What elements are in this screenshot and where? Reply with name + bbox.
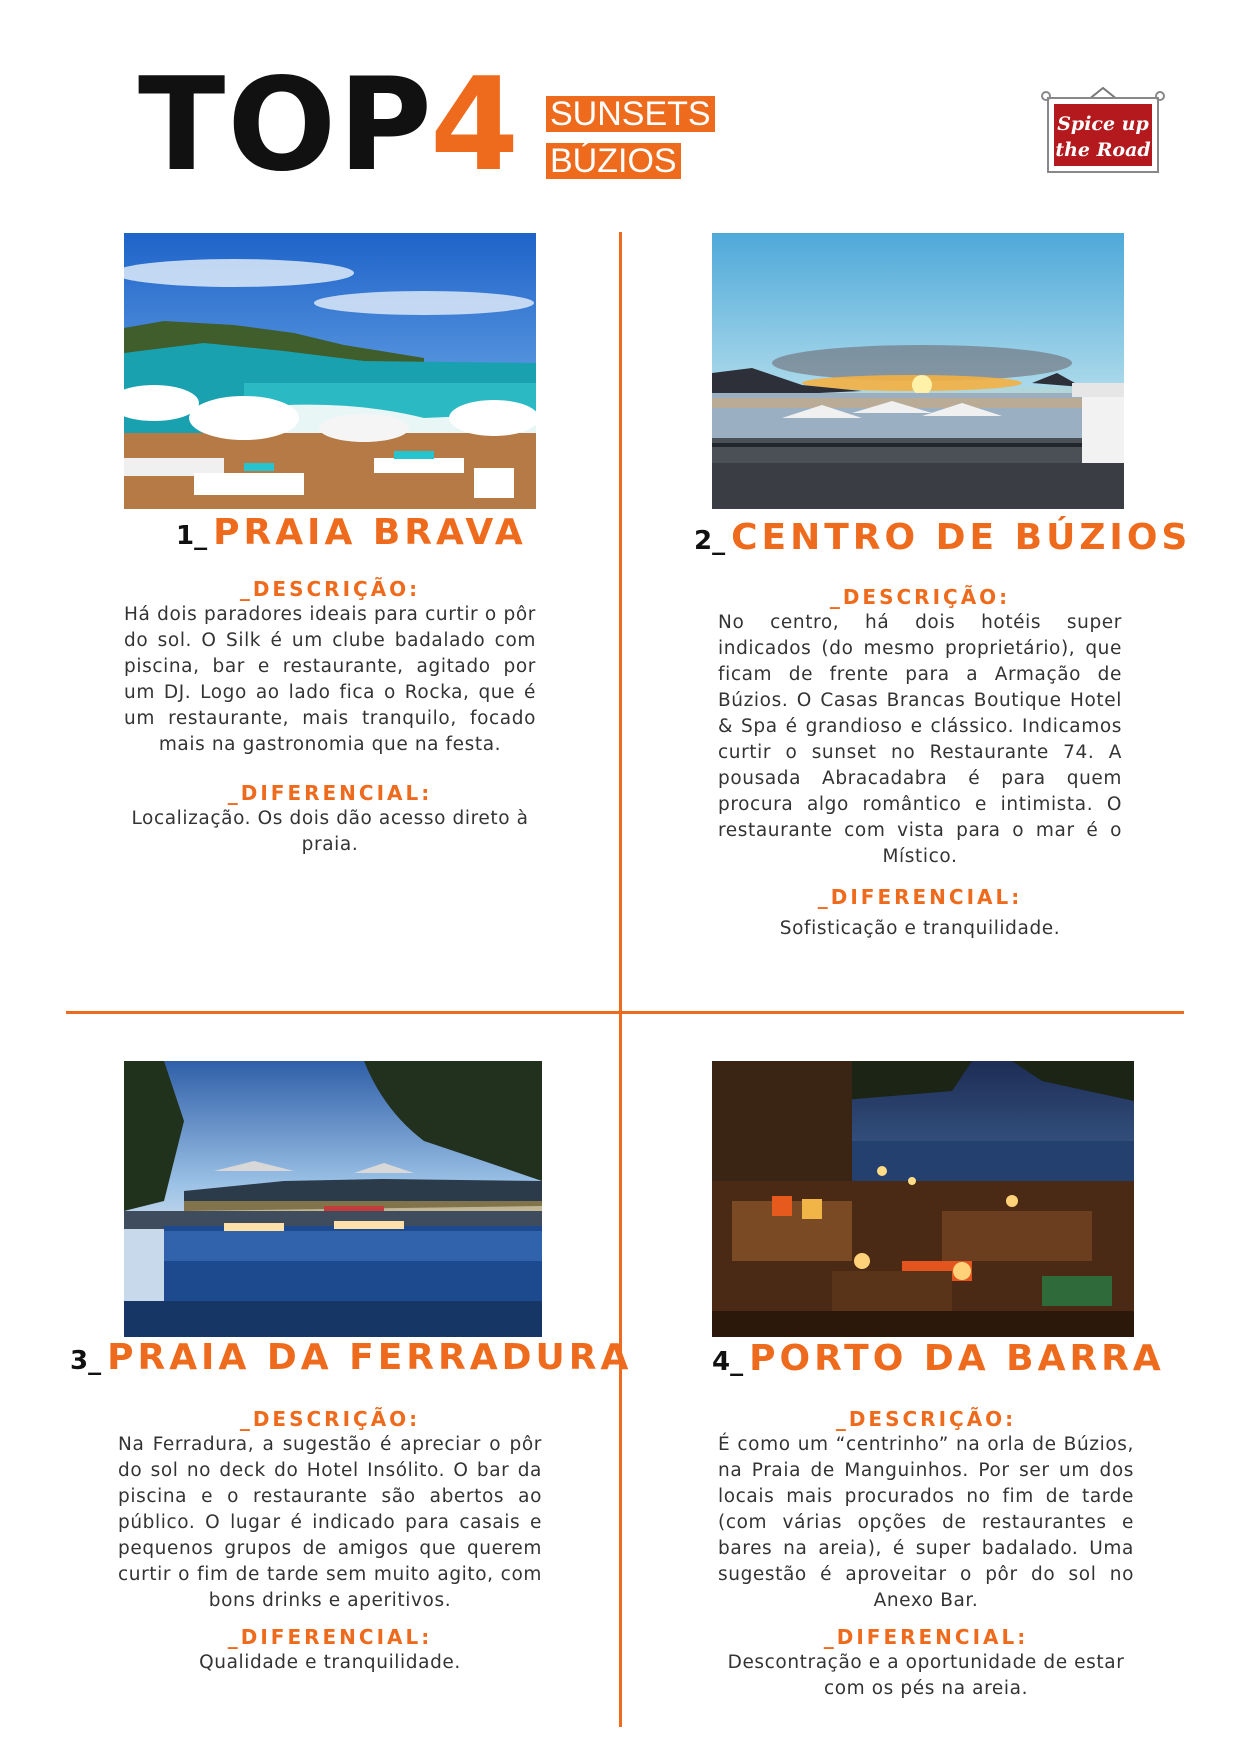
section-3-name: PRAIA DA FERRADURA bbox=[107, 1337, 633, 1378]
section-1-description: Há dois paradores ideais para curtir o pôr do sol. O Silk é um clube badalado com piscina, bar e restaurante, agitado por um DJ. Logo ao lado fica o Rocka, que é um restaurante, mais tranquilo, focado mais na gastronomia que na festa. bbox=[124, 604, 536, 755]
header-top-text: TOP bbox=[138, 51, 434, 200]
section-2-desc-label: _DESCRIÇÃO: bbox=[829, 585, 1011, 609]
section-3-number: 3_ bbox=[70, 1346, 102, 1376]
section-2-name: CENTRO DE BÚZIOS bbox=[731, 517, 1192, 558]
section-3-body bbox=[118, 1406, 542, 1676]
section-4-body bbox=[718, 1406, 1134, 1702]
section-2-title bbox=[694, 517, 1191, 558]
section-4-desc-label: _DESCRIÇÃO: bbox=[835, 1407, 1017, 1431]
logo-sign-icon bbox=[1038, 86, 1168, 176]
section-4-diff-label: _DIFERENCIAL: bbox=[823, 1625, 1029, 1649]
section-4-number: 4_ bbox=[712, 1347, 744, 1377]
section-1-differential: Localização. Os dois dão acesso direto à praia. bbox=[131, 808, 529, 855]
section-4-title bbox=[712, 1338, 1165, 1379]
horizontal-divider bbox=[66, 1011, 1184, 1014]
section-2-body bbox=[718, 584, 1122, 942]
section-3-description: Na Ferradura, a sugestão é apreciar o pôr do sol no deck do Hotel Insólito. O bar da piscina e o restaurante são abertos ao público. O lugar é indicado para casais e pequenos grupos de amigos que querem curtir o fim de tarde sem muito agito, com bons drinks e aperitivos. bbox=[118, 1434, 542, 1611]
spice-up-the-road-logo bbox=[1038, 86, 1168, 176]
header-number: 4 bbox=[430, 51, 520, 200]
praia-brava-photo bbox=[124, 233, 536, 509]
section-1-number: 1_ bbox=[176, 521, 208, 551]
section-2-differential: Sofisticação e tranquilidade. bbox=[779, 918, 1061, 939]
section-2-number: 2_ bbox=[694, 526, 726, 556]
section-1-title bbox=[176, 512, 527, 553]
header-tag-buzios: BÚZIOS bbox=[546, 143, 681, 179]
section-3-diff-label: _DIFERENCIAL: bbox=[227, 1625, 433, 1649]
section-1-desc-label: _DESCRIÇÃO: bbox=[239, 577, 421, 601]
section-4-name: PORTO DA BARRA bbox=[749, 1338, 1165, 1379]
centro-de-buzios-photo bbox=[712, 233, 1124, 509]
section-4-description: É como um “centrinho” na orla de Búzios, na Praia de Manguinhos. Por ser um dos locais mais procurados no fim de tarde (com várias opções de restaurantes e bares na areia), é super badalado. Uma sugestão é aproveitar o pôr do sol no Anexo Bar. bbox=[718, 1434, 1134, 1611]
vertical-divider bbox=[619, 232, 622, 1727]
section-3-differential: Qualidade e tranquilidade. bbox=[199, 1652, 461, 1673]
section-2-diff-label: _DIFERENCIAL: bbox=[817, 885, 1023, 909]
praia-da-ferradura-photo bbox=[124, 1061, 542, 1337]
section-4-differential: Descontração e a oportunidade de estar com os pés na areia. bbox=[727, 1652, 1125, 1699]
section-3-title bbox=[70, 1337, 632, 1378]
header-tag-sunsets: SUNSETS bbox=[546, 96, 715, 132]
logo-line2: the Road bbox=[1055, 139, 1151, 161]
logo-line1: Spice up bbox=[1057, 113, 1149, 135]
section-1-name: PRAIA BRAVA bbox=[213, 512, 527, 553]
section-1-body bbox=[124, 576, 536, 858]
porto-da-barra-photo bbox=[712, 1061, 1134, 1337]
section-2-description: No centro, há dois hotéis super indicados (do mesmo proprietário), que ficam de frente para a Armação de Búzios. O Casas Brancas Boutique Hotel & Spa é grandioso e clássico. Indicamos curtir o sunset no Restaurante 74. A pousada Abracadabra é para quem procura algo romântico e intimista. O restaurante com vista para o mar é o Místico. bbox=[718, 612, 1122, 867]
section-1-diff-label: _DIFERENCIAL: bbox=[227, 781, 433, 805]
section-3-desc-label: _DESCRIÇÃO: bbox=[239, 1407, 421, 1431]
